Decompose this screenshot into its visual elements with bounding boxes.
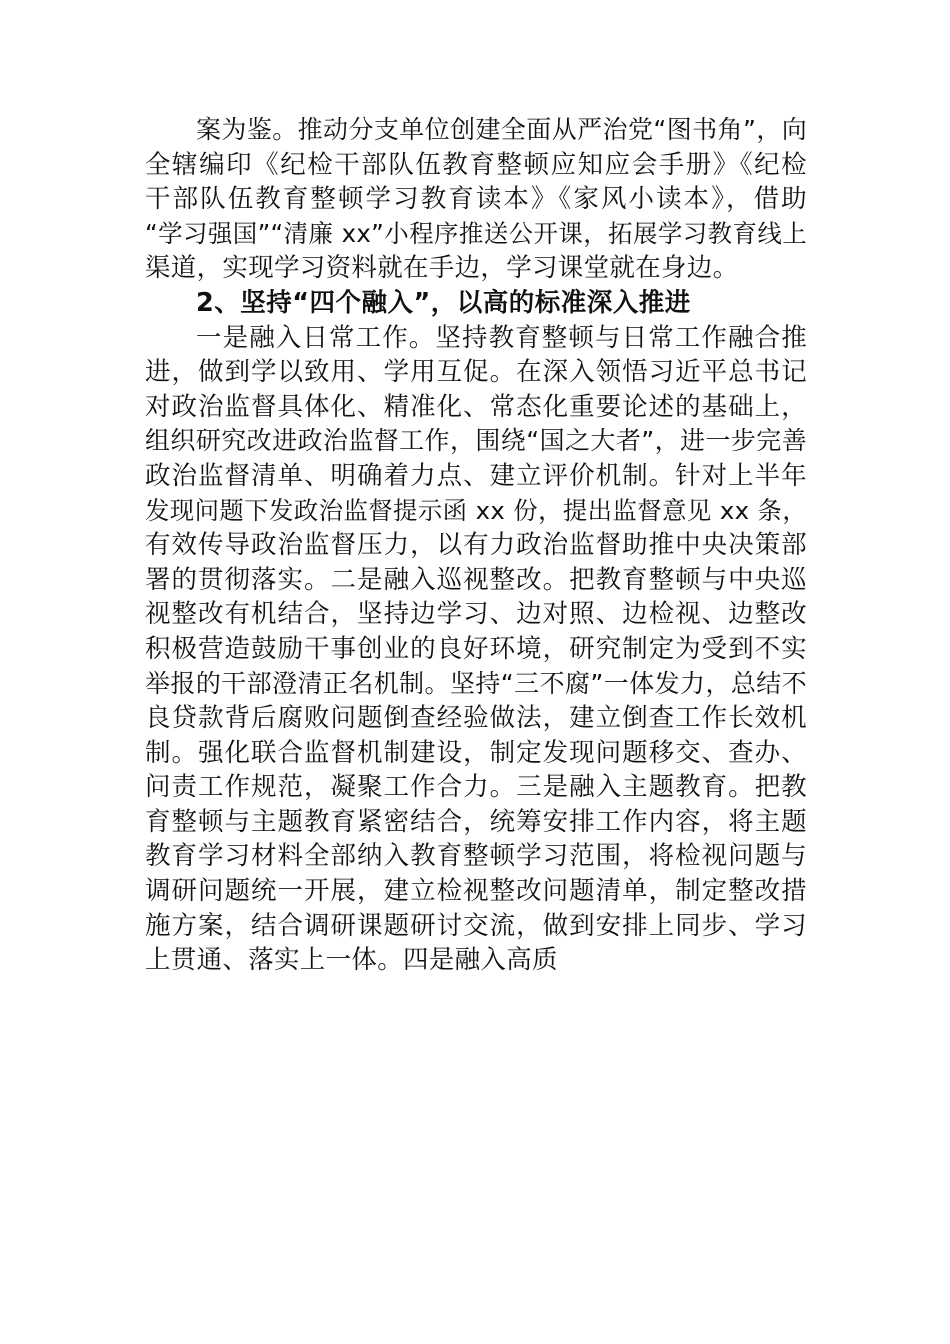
text-line: 对政治监督具体化、精准化、常态化重要论述的基础上，: [145, 391, 807, 422]
text-line: 进，做到学以致用、学用互促。在深入领悟习近平总书记: [145, 357, 807, 388]
text-line: 有效传导政治监督压力，以有力政治监督助推中央决策部: [145, 530, 807, 561]
text-line: 渠道，实现学习资料就在手边，学习课堂就在身边。: [145, 253, 739, 284]
document-body: [145, 113, 807, 978]
text-line: 案为鉴。推动分支单位创建全面从严治党“图书角”，向: [196, 115, 807, 144]
text-line: 积极营造鼓励干事创业的良好环境，研究制定为受到不实: [145, 633, 807, 664]
text-line: 施方案，结合调研课题研讨交流，做到安排上同步、学习: [145, 910, 807, 941]
text-line: 一是融入日常工作。坚持教育整顿与日常工作融合推: [196, 322, 807, 353]
section-heading: 2、坚持“四个融入”，以高的标准深入推进: [196, 287, 691, 318]
text-line: 视整改有机结合，坚持边学习、边对照、边检视、边整改: [145, 599, 807, 630]
text-line: 制。强化联合监督机制建设，制定发现问题移交、查办、: [145, 737, 807, 768]
text-line: 上贯通、落实上一体。四是融入高质: [145, 945, 558, 976]
text-line: 干部队伍教育整顿学习教育读本》《家风小读本》，借助: [145, 184, 807, 215]
text-line: 组织研究改进政治监督工作，围绕“国之大者”，进一步完善: [145, 426, 807, 456]
text-line: 教育学习材料全部纳入教育整顿学习范围，将检视问题与: [145, 841, 807, 872]
text-line: “学习强国”“清廉 xx”小程序推送公开课，拓展学习教育线上: [145, 218, 807, 248]
text-line: 政治监督清单、明确着力点、建立评价机制。针对上半年: [145, 460, 807, 491]
text-line: 署的贯彻落实。二是融入巡视整改。把教育整顿与中央巡: [145, 564, 807, 595]
text-line: 良贷款背后腐败问题倒查经验做法，建立倒查工作长效机: [145, 703, 807, 734]
text-line: 发现问题下发政治监督提示函 xx 份，提出监督意见 xx 条，: [145, 495, 807, 525]
text-line: 调研问题统一开展，建立检视整改问题清单，制定整改措: [145, 876, 807, 907]
text-line: 问责工作规范，凝聚工作合力。三是融入主题教育。把教: [145, 772, 807, 803]
text-line: 全辖编印《纪检干部队伍教育整顿应知应会手册》《纪检: [145, 149, 807, 180]
text-line: 举报的干部澄清正名机制。坚持“三不腐”一体发力，总结不: [145, 668, 807, 698]
text-line: 育整顿与主题教育紧密结合，统筹安排工作内容，将主题: [145, 806, 807, 837]
